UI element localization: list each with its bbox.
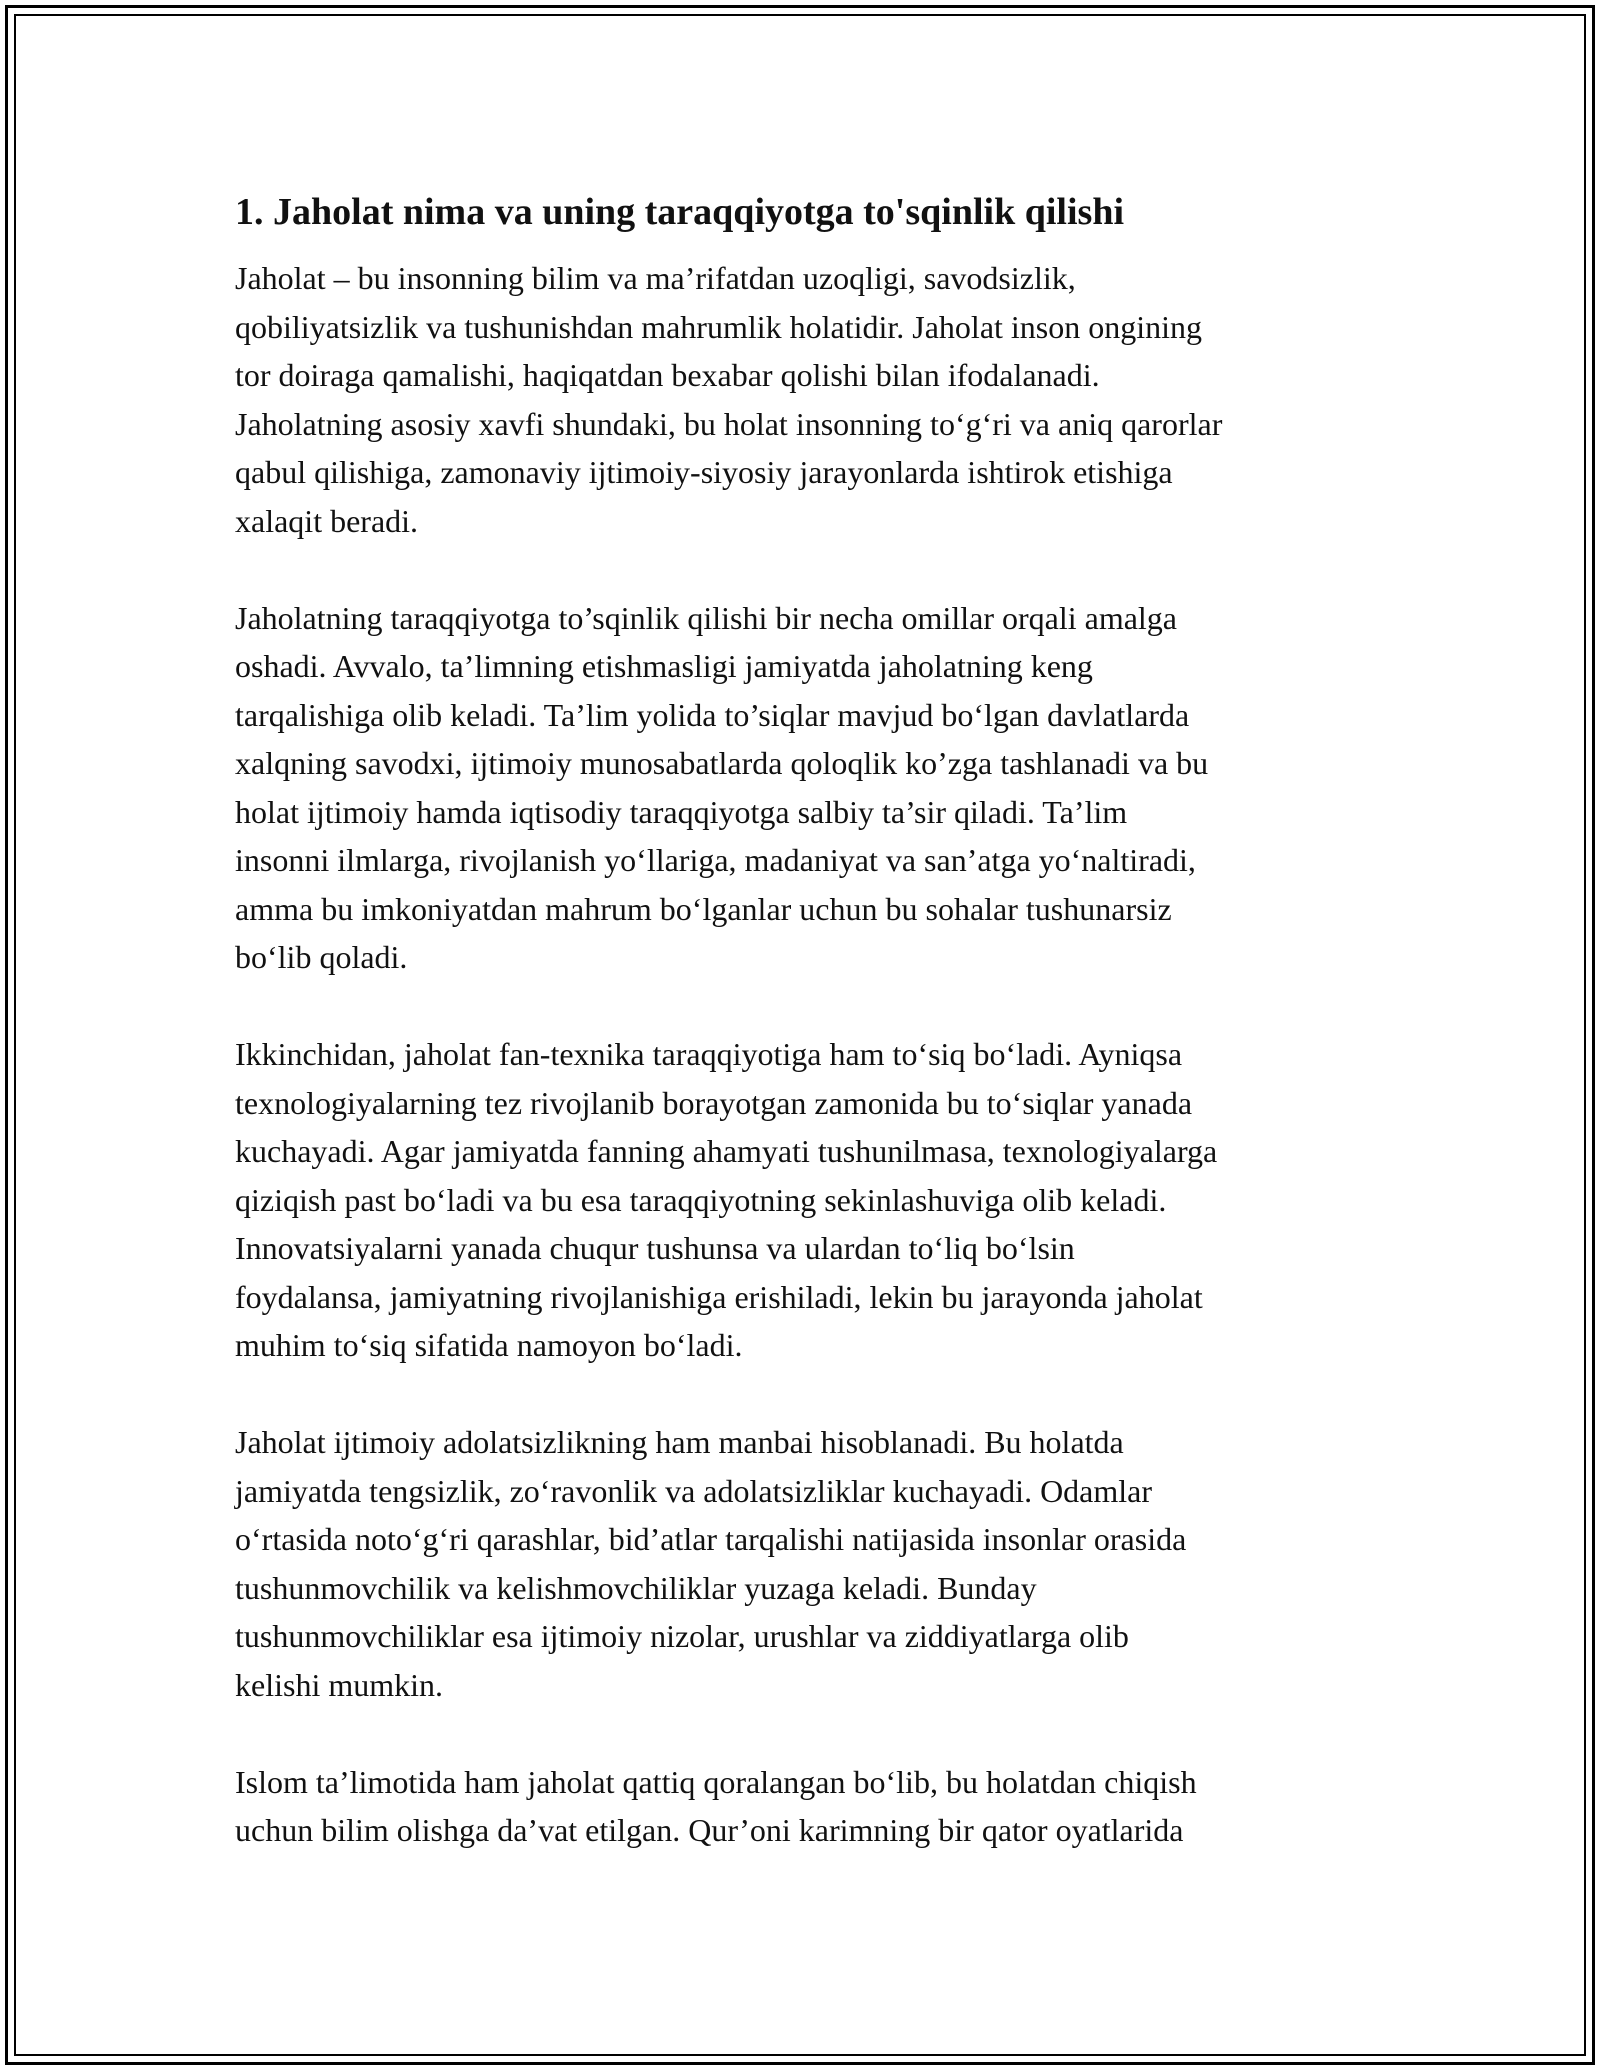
text-line: uchun bilim olishga da’vat etilgan. Qur’oni karimning bir qator oyatlarida — [235, 1812, 1184, 1848]
text-line: Islom ta’limotida ham jaholat qattiq qoralangan boʻlib, bu holatdan chiqish — [235, 1763, 1197, 1800]
text-line: qabul qilishiga, zamonaviy ijtimoiy-siyosiy jarayonlarda ishtirok etishiga — [235, 454, 1173, 490]
paragraph-1 — [235, 254, 1375, 545]
text-line: foydalansa, jamiyatning rivojlanishiga erishiladi, lekin bu jarayonda jaholat — [235, 1278, 1203, 1315]
text-line: Ikkinchidan, jaholat fan-texnika taraqqiyotiga ham toʻsiq boʻladi. Ayniqsa — [235, 1036, 1183, 1072]
text-line: insonni ilmlarga, rivojlanish yoʻllariga, madaniyat va san’atga yoʻnaltiradi, — [235, 842, 1196, 878]
text-line: qiziqish past boʻladi va bu esa taraqqiyotning sekinlashuviga olib keladi. — [235, 1181, 1167, 1218]
text-line: kelishi mumkin. — [235, 1666, 443, 1703]
paragraph-3 — [235, 1030, 1375, 1370]
text-line: Jaholat – bu insonning bilim va ma’rifatdan uzoqligi, savodsizlik, — [235, 260, 1076, 296]
document-body — [235, 184, 1375, 1903]
text-line: kuchayadi. Agar jamiyatda fanning ahamyati tushunilmasa, texnologiyalarga — [235, 1133, 1218, 1169]
paragraph-5 — [235, 1758, 1375, 1855]
text-line: texnologiyalarning tez rivojlanib borayotgan zamonida bu toʻsiqlar yanada — [235, 1084, 1193, 1121]
text-line: amma bu imkoniyatdan mahrum boʻlganlar uchun bu sohalar tushunarsiz — [235, 890, 1172, 927]
text-line: muhim toʻsiq sifatida namoyon boʻladi. — [235, 1327, 743, 1363]
text-line: Jaholatning taraqqiyotga to’sqinlik qilishi bir necha omillar orqali amalga — [235, 599, 1177, 636]
text-line: Innovatsiyalarni yanada chuqur tushunsa va ulardan toʻliq boʻlsin — [235, 1230, 1075, 1266]
text-line: tor doiraga qamalishi, haqiqatdan bexabar qolishi bilan ifodalanadi. — [235, 357, 1100, 393]
text-line: jamiyatda tengsizlik, zoʻravonlik va adolatsizliklar kuchayadi. Odamlar — [235, 1472, 1153, 1509]
text-line: oshadi. Avvalo, ta’limning etishmasligi jamiyatda jaholatning keng — [235, 648, 1093, 684]
section-heading: 1. Jaholat nima va uning taraqqiyotga to'sqinlik qilishi — [235, 191, 1125, 233]
text-line: boʻlib qoladi. — [235, 939, 408, 975]
text-line: qobiliyatsizlik va tushunishdan mahrumlik holatidir. Jaholat inson ongining — [235, 308, 1203, 345]
text-line: xalqning savodxi, ijtimoiy munosabatlarda qoloqlik ko’zga tashlanadi va bu — [235, 745, 1209, 781]
text-line: holat ijtimoiy hamda iqtisodiy taraqqiyotga salbiy ta’sir qiladi. Ta’lim — [235, 793, 1128, 830]
text-line: tarqalishiga olib keladi. Ta’lim yolida to’siqlar mavjud boʻlgan davlatlarda — [235, 696, 1190, 733]
paragraph-4 — [235, 1418, 1375, 1709]
text-line: oʻrtasida notoʻgʻri qarashlar, bid’atlar tarqalishi natijasida insonlar orasida — [235, 1521, 1187, 1557]
paragraph-2 — [235, 594, 1375, 982]
text-line: Jaholatning asosiy xavfi shundaki, bu holat insonning toʻgʻri va aniq qarorlar — [235, 405, 1223, 442]
text-line: tushunmovchilik va kelishmovchiliklar yuzaga keladi. Bunday — [235, 1569, 1037, 1606]
text-line: xalaqit beradi. — [235, 502, 419, 539]
text-line: Jaholat ijtimoiy adolatsizlikning ham manbai hisoblanadi. Bu holatda — [235, 1424, 1124, 1460]
text-line: tushunmovchiliklar esa ijtimoiy nizolar, urushlar va ziddiyatlarga olib — [235, 1618, 1129, 1654]
